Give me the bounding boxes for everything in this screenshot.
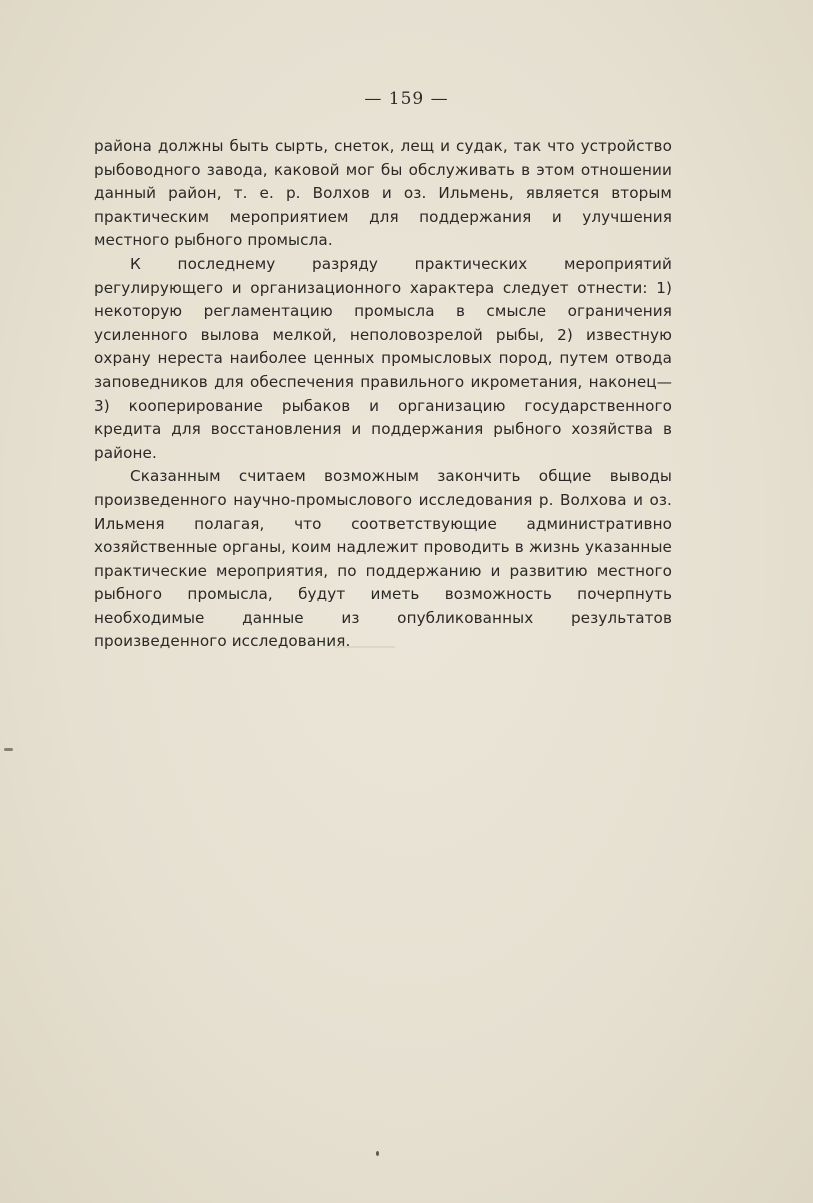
paragraph-3: Сказанным считаем возможным закончить общие выводы произведенного научно-промыслового исследования р. Волхова и оз. Ильменя полагая, что соответствующие административно хозяйственные органы, коим надлежит проводить в жизнь указанные практические мероприятия, по поддержанию и развитию местного рыбного промысла, будут иметь возможность почерпнуть необходимые данные из опубликованных результатов произведенного исследования. [94,467,672,651]
page-number: — 159 — [364,89,449,109]
paragraph-1: района должны быть сырть, снеток, лещ и судак, так что устройство рыбоводного завода, каковой мог бы обслуживать в этом отношении данный район, т. е. р. Волхов и оз. Ильмень, является вторым практическим мероприятием для поддержания и улучшения местного рыбного промысла. [94,137,672,250]
ink-speck [4,748,13,751]
ink-speck [376,1151,379,1156]
paragraph-2: К последнему разряду практических мероприятий регулирующего и организационного характера следует отнести: 1) некоторую регламентацию промысла в смысле ограничения усиленного вылова мелкой, неполовозрелой рыбы, 2) известную охрану нереста наиболее ценных промысловых пород, путем отвода заповедников для обеспечения правильного икрометания, наконец—3) кооперирование рыбаков и организацию государственного кредита для восстановления и поддержания рыбного хозяйства в районе. [94,254,672,462]
body-text [94,135,672,654]
